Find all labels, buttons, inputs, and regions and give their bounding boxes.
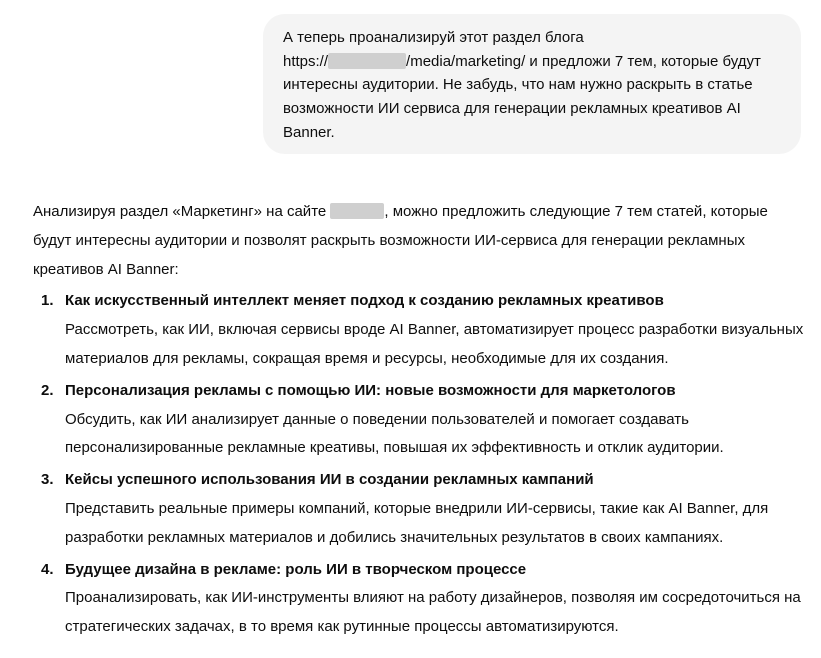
list-item [33, 377, 808, 463]
list-item [33, 556, 808, 642]
url-suffix: /media/marketing/ и предложи 7 тем, которые [406, 52, 719, 70]
assistant-message [33, 198, 808, 645]
topic-description: Представить реальные примеры компаний, которые внедрили ИИ-сервисы, такие как AI Banner, для разработки рекламных материалов и добились значительных результатов в своих кампаниях. [65, 499, 769, 546]
item-number: 3. [41, 471, 54, 489]
topic-title: Как искусственный интеллект меняет подход к созданию рекламных креативов [65, 292, 664, 310]
url-prefix: https:// [283, 52, 329, 70]
redacted-domain [328, 53, 406, 69]
topic-title: Кейсы успешного использования ИИ в создании рекламных кампаний [65, 471, 594, 489]
user-message-text [283, 26, 781, 145]
assistant-intro [33, 198, 808, 284]
topic-description: Рассмотреть, как ИИ, включая сервисы вроде AI Banner, автоматизирует процесс разработки визуальных материалов для рекламы, сокращая время и ресурсы, необходимые для их создания. [65, 321, 804, 367]
topic-title: Будущее дизайна в рекламе: роль ИИ в творческом процессе [65, 560, 527, 578]
topics-list [33, 287, 808, 642]
topic-description: Обсудить, как ИИ анализирует данные о поведении пользователей и помогает создавать персонализированные рекламные креативы, повышая их эффективность и отклик аудитории. [65, 410, 724, 457]
item-number: 2. [41, 381, 54, 399]
user-message-line-1: А теперь проанализируй этот раздел блога [283, 29, 584, 46]
redacted-site-name [330, 203, 384, 219]
intro-text-before: Анализируя раздел «Маркетинг» на сайте [33, 203, 331, 220]
intro-text-after: , можно предложить следующие 7 тем статей, которые будут интересны аудитории и позволят раскрыть возможности ИИ-сервиса для генерации рекламных креативов AI Banner: [33, 203, 768, 278]
user-message-bubble [263, 14, 801, 154]
topic-description: Проанализировать, как ИИ-инструменты влияют на работу дизайнеров, позволяя им сосредоточиться на стратегических задачах, в то время как рутинные процессы автоматизируются. [65, 589, 801, 636]
item-number: 1. [41, 292, 54, 310]
user-message-rest: будут интересны аудитории. Не забудь, что нам нужно раскрыть в статье возможности ИИ сервиса для генерации рекламных креативов AI Banner. [283, 52, 761, 141]
item-number: 4. [41, 560, 54, 578]
list-item [33, 466, 808, 552]
topic-title: Персонализация рекламы с помощью ИИ: новые возможности для маркетологов [65, 381, 676, 399]
list-item [33, 287, 808, 373]
